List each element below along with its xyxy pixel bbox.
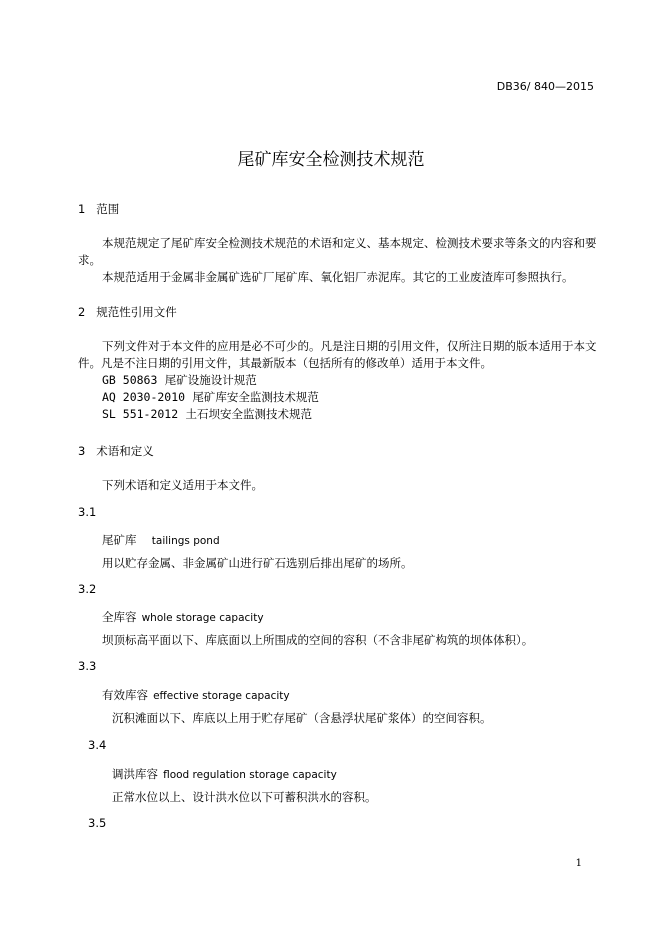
term-en: flood regulation storage capacity [163, 769, 337, 781]
reference-code: GB 50863 [102, 373, 158, 387]
reference-item [102, 372, 257, 388]
section-1-para-2: 本规范适用于金属非金属矿选矿厂尾矿库、氧化铝厂赤泥库。其它的工业废渣库可参照执行。 [102, 270, 574, 284]
standard-code: DB36/ 840—2015 [496, 80, 594, 93]
term-heading [112, 763, 337, 782]
section-1-title: 范围 [96, 202, 120, 216]
term-en: whole storage capacity [141, 612, 264, 624]
reference-code: SL 551-2012 [102, 407, 179, 421]
section-1-number: 1 [78, 202, 86, 216]
reference-item [102, 389, 319, 405]
section-1-para-1-line-2: 求。 [78, 253, 101, 267]
section-2-para-line-1: 下列文件对于本文件的应用是必不可少的。凡是注日期的引用文件，仅所注日期的版本适用于本文 [102, 339, 597, 353]
reference-name: 尾矿库安全监测技术规范 [192, 390, 319, 404]
term-number: 3.4 [88, 738, 107, 752]
section-3-heading [78, 443, 154, 459]
term-en: tailings pond [151, 535, 220, 547]
term-cn: 调洪库容 [112, 767, 158, 781]
term-definition: 用以贮存金属、非金属矿山进行矿石选别后排出尾矿的场所。 [102, 556, 413, 570]
term-number: 3.1 [78, 505, 97, 519]
section-3-intro: 下列术语和定义适用于本文件。 [102, 478, 263, 492]
term-number: 3.3 [78, 659, 97, 673]
section-2-number: 2 [78, 305, 86, 319]
term-definition: 沉积滩面以下、库底以上用于贮存尾矿（含悬浮状尾矿浆体）的空间容积。 [112, 711, 492, 725]
section-1-para-1-line-1: 本规范规定了尾矿库安全检测技术规范的术语和定义、基本规定、检测技术要求等条文的内容和要 [102, 236, 597, 250]
reference-name: 土石坝安全监测技术规范 [185, 407, 312, 421]
term-definition: 正常水位以上、设计洪水位以下可蓄积洪水的容积。 [112, 790, 377, 804]
term-heading [102, 684, 290, 703]
term-cn: 尾矿库 [102, 533, 137, 547]
page-number: 1 [575, 858, 582, 869]
term-heading [102, 529, 220, 548]
reference-name: 尾矿设施设计规范 [164, 373, 257, 387]
term-number: 3.2 [78, 582, 97, 596]
section-3-title: 术语和定义 [96, 444, 154, 458]
section-2-title: 规范性引用文件 [96, 305, 177, 319]
term-cn: 全库容 [102, 610, 137, 624]
section-1-heading [78, 201, 119, 217]
term-number: 3.5 [88, 816, 107, 830]
section-3-number: 3 [78, 444, 86, 458]
reference-item [102, 406, 312, 422]
section-2-heading [78, 304, 177, 320]
term-definition: 坝顶标高平面以下、库底面以上所围成的空间的容积（不含非尾矿构筑的坝体体积）。 [102, 633, 534, 647]
term-en: effective storage capacity [153, 690, 290, 702]
term-cn: 有效库容 [102, 688, 148, 702]
section-2-para-line-2: 件。凡是不注日期的引用文件，其最新版本（包括所有的修改单）适用于本文件。 [78, 356, 492, 370]
reference-code: AQ 2030-2010 [102, 390, 186, 404]
term-heading [102, 606, 264, 625]
page-title: 尾矿库安全检测技术规范 [237, 150, 425, 170]
